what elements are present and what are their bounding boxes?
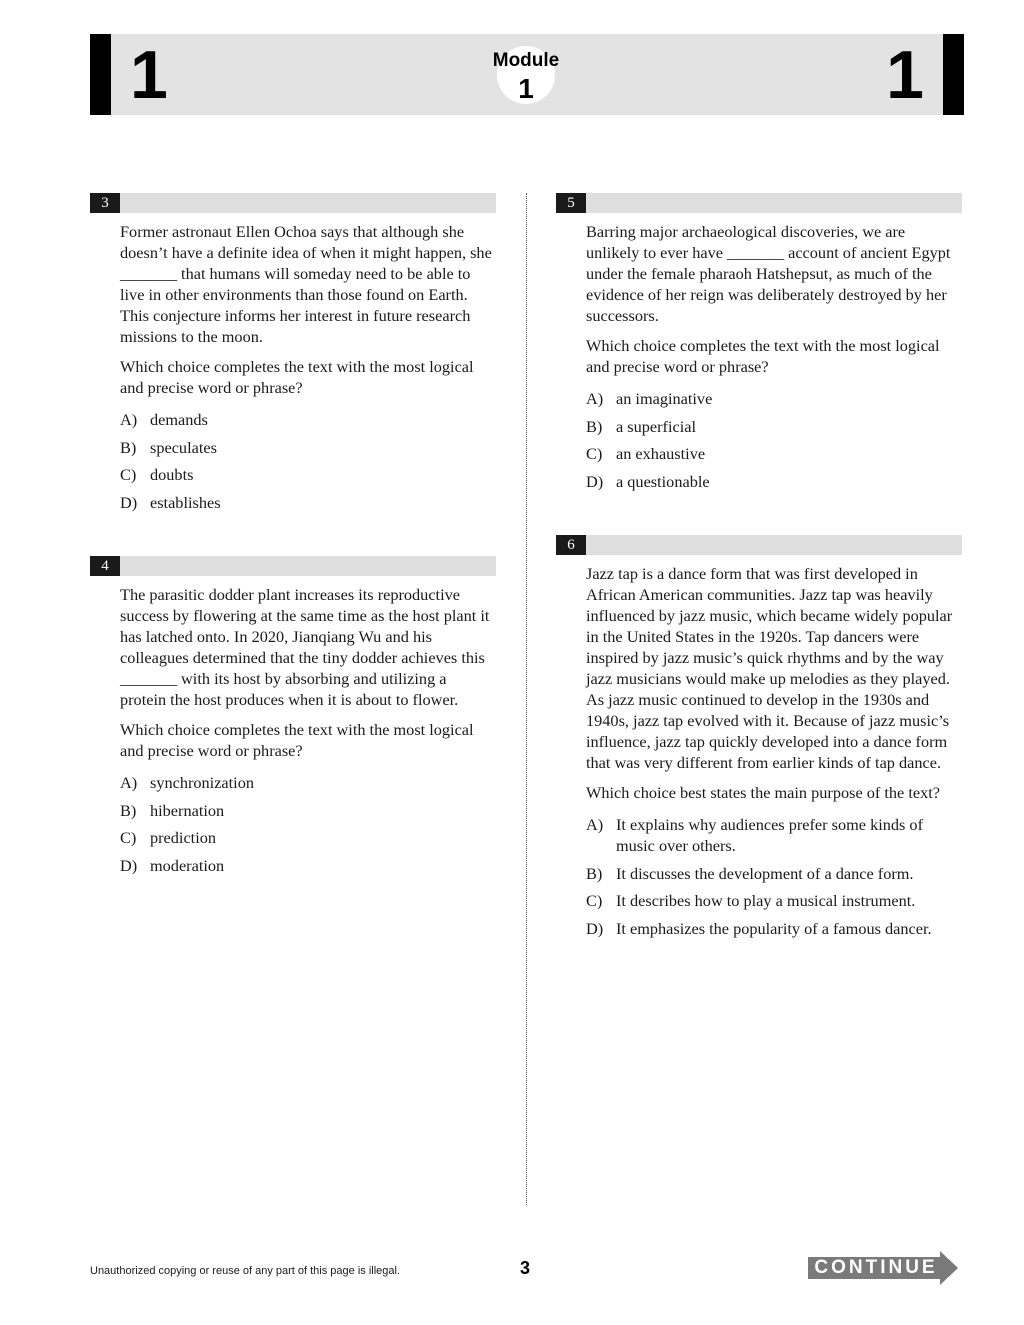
- choice-letter: C): [120, 828, 137, 847]
- question-number-bar: [556, 535, 962, 555]
- question-number-bar: [556, 193, 962, 213]
- choice-text: an imaginative: [616, 389, 713, 408]
- question-number-bar: [90, 556, 496, 576]
- question-passage: The parasitic dodder plant increases its reproductive success by flowering at the same time as the host plant it has latched onto. In 2020, Jianqiang Wu and his colleagues determined that the tiny dodder achieves this _______ with its host by absorbing and utilizing a protein the host produces when it is about to flower.: [120, 585, 490, 709]
- header-bar-left: [90, 34, 111, 115]
- choice-text: a questionable: [616, 471, 710, 491]
- answer-choices: [120, 772, 496, 876]
- question-4: [90, 556, 496, 882]
- choice-text: establishes: [150, 492, 221, 512]
- header-bar-right: [943, 34, 964, 115]
- answer-choice[interactable]: [120, 437, 496, 458]
- section-number-left: 1: [130, 37, 168, 113]
- choice-letter: A): [120, 410, 138, 429]
- question-prompt: Which choice completes the text with the most logical and precise word or phrase?: [120, 720, 474, 760]
- choice-letter: B): [120, 800, 137, 820]
- choice-text: It describes how to play a musical instrument.: [616, 891, 916, 910]
- question-number: 5: [556, 193, 586, 213]
- answer-choice[interactable]: [586, 388, 962, 409]
- answer-choice[interactable]: [120, 827, 496, 848]
- question-prompt: Which choice completes the text with the most logical and precise word or phrase?: [586, 336, 940, 376]
- choice-letter: C): [586, 891, 603, 910]
- answer-choice[interactable]: [586, 814, 962, 856]
- question-passage: Jazz tap is a dance form that was first developed in African American communities. Jazz tap was heavily influenced by jazz music, which became widely popular in the United States in the 1920s. Tap dancers were inspired by jazz music’s quick rhythms and by the way jazz musicians would make up melodies as they played. As jazz music continued to develop in the 1930s and 1940s, jazz tap evolved with it. Because of jazz music’s influence, jazz tap quickly developed into a dance form that was very different from earlier kinds of tap dance.: [586, 564, 953, 772]
- answer-choice[interactable]: [586, 471, 962, 492]
- choice-text: demands: [150, 410, 208, 429]
- answer-choice[interactable]: [586, 863, 962, 884]
- question-6: [556, 535, 962, 945]
- question-5: [556, 193, 962, 498]
- module-number: 1: [518, 73, 534, 104]
- choice-letter: A): [586, 815, 604, 834]
- continue-label: CONTINUE: [814, 1257, 938, 1278]
- choice-letter: A): [120, 773, 138, 792]
- answer-choice[interactable]: [120, 772, 496, 793]
- choice-text: It explains why audiences prefer some kinds of music over others.: [616, 815, 923, 855]
- answer-choices: [120, 409, 496, 513]
- answer-choice[interactable]: [120, 800, 496, 821]
- choice-letter: C): [120, 465, 137, 484]
- answer-choice[interactable]: [586, 918, 962, 939]
- continue-button[interactable]: [808, 1251, 958, 1285]
- page-number: 3: [519, 1258, 530, 1278]
- choice-text: speculates: [150, 437, 217, 457]
- answer-choice[interactable]: [586, 443, 962, 464]
- choice-letter: A): [586, 389, 604, 408]
- question-number-bar: [90, 193, 496, 213]
- choice-text: doubts: [150, 465, 194, 484]
- choice-letter: B): [120, 437, 137, 457]
- choice-text: prediction: [150, 828, 217, 847]
- question-3: [90, 193, 496, 519]
- choice-letter: C): [586, 444, 603, 463]
- answer-choice[interactable]: [120, 855, 496, 876]
- choice-letter: D): [120, 492, 138, 512]
- question-prompt: Which choice completes the text with the most logical and precise word or phrase?: [120, 357, 474, 397]
- answer-choice[interactable]: [120, 492, 496, 513]
- answer-choice[interactable]: [120, 409, 496, 430]
- module-label: Module: [492, 50, 560, 71]
- choice-text: a superficial: [616, 416, 697, 436]
- choice-letter: D): [586, 918, 604, 938]
- answer-choices: [586, 388, 962, 492]
- copyright-notice: Unauthorized copying or reuse of any part of this page is illegal.: [90, 1265, 401, 1277]
- answer-choice[interactable]: [586, 890, 962, 911]
- question-passage: Barring major archaeological discoveries, we are unlikely to ever have _______ account of ancient Egypt under the female pharaoh Hatshepsut, as much of the evidence of her reign was deliberately destroyed by her successors.: [586, 222, 951, 325]
- choice-letter: B): [586, 863, 603, 883]
- answer-choices: [586, 814, 962, 939]
- question-number: 4: [90, 556, 120, 576]
- question-passage: Former astronaut Ellen Ochoa says that although she doesn’t have a definite idea of when it might happen, she _______ that humans will someday need to be able to live in other environments than those found on Earth. This conjecture informs her interest in future research missions to the moon.: [120, 222, 492, 346]
- module-header: [90, 34, 964, 115]
- choice-text: hibernation: [150, 800, 225, 820]
- choice-text: It emphasizes the popularity of a famous dancer.: [616, 918, 932, 938]
- choice-letter: D): [120, 855, 138, 875]
- column-divider: [526, 193, 527, 1205]
- choice-text: It discusses the development of a dance form.: [616, 863, 914, 883]
- choice-letter: D): [586, 471, 604, 491]
- choice-letter: B): [586, 416, 603, 436]
- answer-choice[interactable]: [120, 464, 496, 485]
- section-number-right: 1: [886, 37, 924, 113]
- question-prompt: Which choice best states the main purpose of the text?: [586, 783, 940, 802]
- choice-text: synchronization: [150, 773, 254, 792]
- question-number: 3: [90, 193, 120, 213]
- choice-text: moderation: [150, 855, 225, 875]
- question-number: 6: [556, 535, 586, 555]
- answer-choice[interactable]: [586, 416, 962, 437]
- choice-text: an exhaustive: [616, 444, 706, 463]
